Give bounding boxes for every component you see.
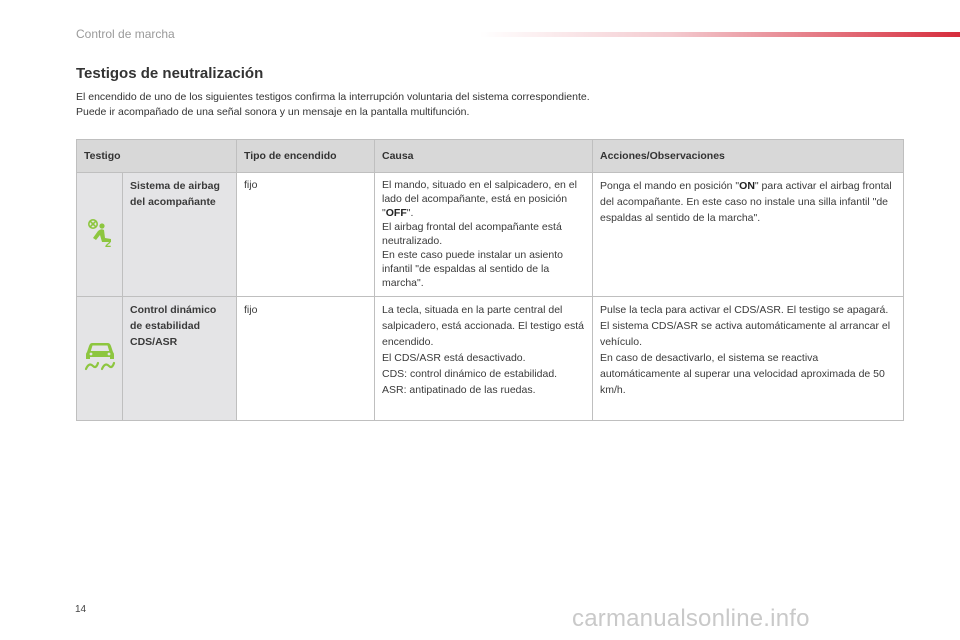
airbag-passenger-off-icon [86,239,114,251]
svg-text:2: 2 [104,237,111,248]
column-header-acciones: Acciones/Observaciones [593,140,904,173]
causa-cell [375,297,593,421]
page-number: 14 [75,604,87,615]
testigo-name: Control dinámico de estabilidad CDS/ASR [123,297,237,421]
section-header: Control de marcha [76,27,175,41]
acciones-paragraph: Pulse la tecla para activar el CDS/ASR. El testigo se apagará. [600,304,889,316]
warning-lights-table [76,139,904,421]
causa-cell [375,173,593,297]
testigo-name: Sistema de airbag del acompañante [123,173,237,297]
acciones-paragraph: En caso de desactivarlo, el sistema se reactiva automáticamente al superar una velocidad aproximada de 50 km/h. [600,352,885,396]
watermark: carmanualsonline.info [572,605,810,632]
intro-text [76,90,916,120]
causa-paragraph: CDS: control dinámico de estabilidad. [382,368,558,380]
causa-paragraph: El mando, situado en el salpicadero, en el lado del acompañante, está en posición "OFF". [382,179,577,219]
table-row [77,297,904,421]
acciones-cell [593,297,904,421]
tipo-cell: fijo [237,297,375,421]
page-title: Testigos de neutralización [76,65,264,82]
column-header-causa: Causa [375,140,593,173]
icon-cell [77,297,123,421]
causa-paragraph: En este caso puede instalar un asiento infantil "de espaldas al sentido de la marcha". [382,249,563,289]
table-row [77,173,904,297]
on-keyword: ON [739,180,755,192]
off-keyword: OFF [385,207,407,219]
icon-cell [77,173,123,297]
causa-paragraph: La tecla, situada en la parte central del salpicadero, está accionada. El testigo está encendido. [382,304,584,348]
column-header-testigo: Testigo [77,140,237,173]
acciones-paragraph: Ponga el mando en posición "ON" para activar el airbag frontal del acompañante. En este caso no instale una silla infantil "de espaldas al sentido de la marcha". [600,180,892,224]
causa-paragraph: ASR: antipatinado de las ruedas. [382,384,536,396]
causa-paragraph: El CDS/ASR está desactivado. [382,352,526,364]
column-header-tipo: Tipo de encendido [237,140,375,173]
stability-control-icon [83,362,117,374]
acciones-cell [593,173,904,297]
header-accent-bar [480,32,960,37]
table-header-row [77,140,904,173]
intro-line-1: El encendido de uno de los siguientes testigos confirma la interrupción voluntaria del sistema correspondiente. [76,91,590,103]
acciones-paragraph: El sistema CDS/ASR se activa automáticamente al arrancar el vehículo. [600,320,891,348]
intro-line-2: Puede ir acompañado de una señal sonora y un mensaje en la pantalla multifunción. [76,106,470,118]
tipo-cell: fijo [237,173,375,297]
causa-paragraph: El airbag frontal del acompañante está neutralizado. [382,221,562,247]
